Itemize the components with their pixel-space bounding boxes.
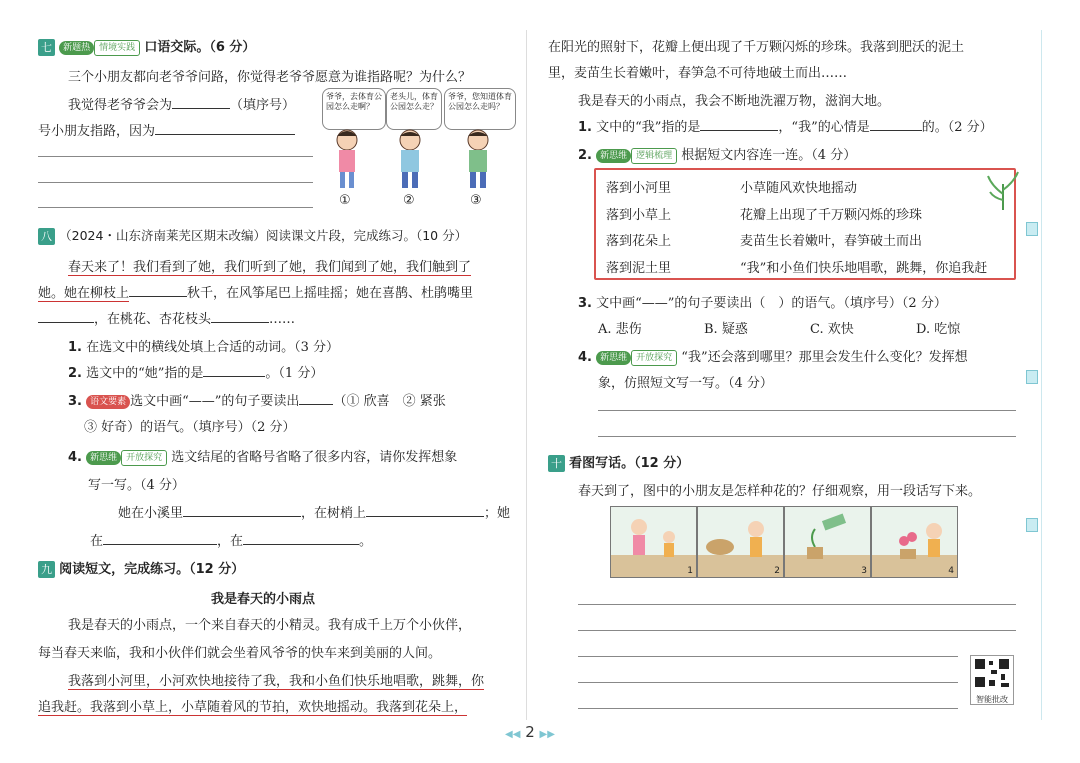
comic-frame-4 — [871, 506, 958, 578]
q10-title: 看图写话。（12 分） — [569, 456, 690, 471]
q7-ans1-tail: （填序号） — [230, 98, 296, 113]
q7-write-line-3[interactable] — [38, 207, 313, 208]
q8-blank-2[interactable] — [38, 310, 94, 323]
q9-para1b: 每当春天来临，我和小伙伴们就会坐着风爷爷的快车来到美丽的人间。 — [38, 646, 442, 661]
q9-sub1-c: 的。（2 分） — [921, 120, 993, 135]
q8-blank-3[interactable] — [211, 310, 269, 323]
q9-sub4-tag2: 开放探究 — [631, 350, 677, 366]
q7-blank-reason[interactable] — [155, 122, 295, 135]
q9-para2b — [38, 696, 467, 715]
figure-label-2: ② — [403, 193, 415, 208]
q8-fill-blank-3[interactable] — [103, 532, 217, 545]
q7-question: 三个小朋友都向老爷爷问路，你觉得老爷爷愿意为谁指路呢？为什么？ — [68, 70, 472, 85]
comic-frame-2 — [697, 506, 784, 578]
q9-sub2-num: 2. — [578, 148, 592, 163]
page-number: 2 — [525, 723, 535, 741]
q9-sub2-text: 根据短文内容连一连。（4 分） — [681, 148, 857, 163]
q9-para2-underlined: 我落到小河里，小河欢快地接待了我，我和小鱼们快乐地唱歌，跳舞，你 — [68, 674, 485, 689]
q7-tag-hot: 新题热 — [59, 41, 94, 55]
q8-sub4-text: 选文结尾的省略号省略了很多内容，请你发挥想象 — [171, 450, 458, 465]
q8-header — [38, 226, 467, 245]
q8-sub4-num: 4. — [68, 450, 82, 465]
q8-fill-line1 — [118, 502, 510, 521]
q10-write-line-5[interactable] — [578, 708, 958, 709]
q9-sub4 — [578, 346, 968, 366]
q8-sub2 — [68, 362, 323, 381]
next-page-icon: ▶▶ — [539, 729, 555, 740]
q9-sub3-option-d[interactable]: D. 吃惊 — [916, 322, 961, 337]
q9-para2c: 在阳光的照射下，花瓣上便出现了千万颗闪烁的珍珠。我落到肥沃的泥土 — [548, 40, 965, 55]
q8-fill2-a: 在 — [90, 534, 104, 549]
q7-tag-practice: 情境实践 — [94, 40, 140, 56]
match-left-item[interactable]: 落到花朵上 — [606, 234, 672, 249]
match-right-column — [740, 176, 987, 282]
q8-passage-line1 — [68, 256, 471, 275]
prev-page-icon: ◀◀ — [505, 729, 521, 740]
q8-sub1-num: 1. — [68, 340, 82, 355]
q9-para2 — [68, 670, 484, 689]
q7-ans2-lead: 号小朋友指路，因为 — [38, 124, 156, 139]
q9-sub4-line2: 象，仿照短文写一写。（4 分） — [598, 376, 773, 391]
q9-sub3-num: 3. — [578, 296, 592, 311]
q7-ans1-lead: 我觉得老爷爷会为 — [68, 98, 173, 113]
q9-sub1 — [578, 116, 993, 135]
qr-code[interactable] — [970, 655, 1014, 705]
q9-sub3-text: 文中画“——”的句子要读出（ ）的语气。（填序号）（2 分） — [596, 296, 947, 311]
q8-passage-line3 — [38, 308, 295, 327]
q9-sub1-num: 1. — [578, 120, 592, 135]
q10-write-line-3[interactable] — [578, 656, 958, 657]
frame-number: 2 — [774, 566, 780, 576]
q9-title: 阅读短文，完成练习。（12 分） — [59, 562, 245, 577]
frame-number: 3 — [861, 566, 867, 576]
q8-sub1 — [68, 336, 339, 355]
plant-icon — [986, 170, 1020, 212]
q8-sub1-text: 在选文中的横线处填上合适的动词。（3 分） — [86, 340, 340, 355]
figure-label-1: ① — [339, 193, 351, 208]
q8-fill-blank-2[interactable] — [366, 504, 484, 517]
page-fold — [526, 30, 527, 720]
q8-sub4-tag1: 新思维 — [86, 451, 121, 465]
q7-title: 口语交际。（6 分） — [144, 40, 256, 55]
q8-passage-2b: 秋千，在风筝尾巴上摇哇摇；她在喜鹊、杜鹃嘴里 — [187, 286, 474, 301]
match-right-item[interactable]: 小草随风欢快地摇动 — [740, 181, 858, 196]
q9-sub1-a: 文中的“我”指的是 — [596, 120, 701, 135]
q9-number: 九 — [38, 561, 55, 578]
q8-passage-2a: 她。她在柳枝上 — [38, 286, 130, 301]
qr-code-icon — [971, 656, 1013, 690]
frame-number: 4 — [948, 566, 954, 576]
q8-sub4-line2: 写一写。（4 分） — [88, 478, 185, 493]
q8-fill1-a: 她在小溪里 — [118, 506, 184, 521]
q9-sub3-option-a[interactable]: A. 悲伤 — [598, 322, 642, 337]
q8-fill1-b: ，在树梢上 — [301, 506, 367, 521]
q9-sub3-option-c[interactable]: C. 欢快 — [810, 322, 854, 337]
comic-frame-3 — [784, 506, 871, 578]
q8-fill2-b: ，在 — [217, 534, 244, 549]
q10-number: 十 — [548, 455, 565, 472]
q9-sub3-option-b[interactable]: B. 疑惑 — [704, 322, 748, 337]
child-boy-2-illustration — [390, 126, 430, 192]
match-left-item[interactable]: 落到小河里 — [606, 181, 672, 196]
q8-sub3-line2: ③ 好奇）的语气。（填序号）（2 分） — [84, 420, 296, 435]
q9-sub4-num: 4. — [578, 350, 592, 365]
q9-para3: 我是春天的小雨点，我会不断地洗濯万物，滋润大地。 — [578, 94, 891, 109]
q8-sub3-tag: 语文要素 — [86, 395, 130, 409]
match-left-item[interactable]: 落到小草上 — [606, 207, 672, 223]
q8-sub4-tag2: 开放探究 — [121, 450, 167, 466]
q7-number: 七 — [38, 39, 55, 56]
q8-sub3-num: 3. — [68, 394, 82, 409]
match-right-item[interactable]: 麦苗生长着嫩叶，春笋破土而出 — [740, 234, 923, 249]
q7-write-line-2[interactable] — [38, 182, 313, 183]
page-number-block — [490, 723, 570, 741]
frame-number: 1 — [687, 566, 693, 576]
q8-sub3-lead: 选文中画“——”的句子要读出 — [130, 394, 300, 409]
q8-passage-3a: ，在桃花、杏花枝头 — [94, 312, 212, 327]
q9-write-line-1[interactable] — [598, 410, 1016, 411]
q10-write-line-2[interactable] — [578, 630, 1016, 631]
q9-sub4-tag1: 新思维 — [596, 351, 631, 365]
q7-write-line-1[interactable] — [38, 156, 313, 157]
q8-number: 八 — [38, 228, 55, 245]
q9-sub2-tag1: 新思维 — [596, 149, 631, 163]
q9-sub1-blank2[interactable] — [870, 118, 922, 131]
q8-fill2-c: 。 — [359, 534, 373, 549]
q7-answer-line1 — [68, 94, 295, 113]
q8-blank-1[interactable] — [129, 284, 187, 297]
speech-bubble-1: 爷爷，去体育公园怎么走啊？ — [322, 88, 386, 130]
q8-fill1-c: ；她 — [484, 506, 511, 521]
q9-article-title: 我是春天的小雨点 — [210, 592, 315, 607]
q8-fill-line2 — [90, 530, 372, 549]
q8-title: （2024・山东济南莱芜区期末改编）阅读课文片段，完成练习。（10 分） — [59, 228, 468, 243]
q10-question: 春天到了，图中的小朋友是怎样种花的？仔细观察，用一段话写下来。 — [578, 484, 982, 499]
q10-write-line-4[interactable] — [578, 682, 958, 683]
qr-label: 智能批改 — [976, 695, 1008, 704]
q8-sub3-blank[interactable] — [299, 392, 333, 405]
match-left-item[interactable]: 落到泥土里 — [606, 260, 672, 276]
page-edge — [1041, 30, 1042, 720]
q8-sub2-tail: 。（1 分） — [265, 366, 324, 381]
q9-write-line-2[interactable] — [598, 436, 1016, 437]
child-girl-illustration — [322, 126, 372, 192]
match-left-column — [606, 176, 671, 282]
side-tab-3 — [1026, 518, 1038, 532]
speech-bubble-2: 老头儿，体育公园怎么走？ — [386, 88, 442, 130]
q7-answer-line2 — [38, 120, 295, 139]
figure-label-3: ③ — [470, 193, 482, 208]
side-tab-2 — [1026, 370, 1038, 384]
match-right-item[interactable]: 花瓣上出现了千万颗闪烁的珍珠 — [740, 207, 923, 223]
q8-sub4 — [68, 446, 457, 466]
side-tab-1 — [1026, 222, 1038, 236]
q9-header — [38, 558, 244, 578]
q8-passage-3b: …… — [269, 312, 296, 327]
q10-header — [548, 452, 689, 472]
q7-header — [38, 36, 255, 56]
q9-sub1-blank1[interactable] — [700, 118, 778, 131]
child-boy-3-illustration — [458, 126, 498, 192]
q9-sub2-tag2: 逻辑梳理 — [631, 148, 677, 164]
speech-bubble-3: 爷爷，您知道体育公园怎么走吗？ — [444, 88, 516, 130]
q8-sub3-options: （① 欣喜 ② 紧张 — [333, 394, 446, 409]
q8-sub3 — [68, 390, 446, 409]
q8-fill-blank-4[interactable] — [243, 532, 359, 545]
q7-blank-number[interactable] — [172, 96, 230, 109]
q8-sub2-blank[interactable] — [203, 364, 265, 377]
q9-sub1-b: ，“我”的心情是 — [778, 120, 870, 135]
q9-sub4-text: “我”还会落到哪里？那里会发生什么变化？发挥想 — [681, 350, 968, 365]
q9-para2d: 里，麦苗生长着嫩叶，春笋急不可待地破土而出…… — [548, 66, 848, 81]
comic-frame-1 — [610, 506, 697, 578]
match-right-item[interactable]: “我”和小鱼们快乐地唱歌，跳舞，你追我赶 — [740, 260, 988, 276]
q9-sub2 — [578, 144, 856, 164]
q8-passage-underlined: 春天来了！我们看到了她，我们听到了她，我们闻到了她，我们触到了 — [68, 260, 472, 275]
q9-para2b-underlined: 追我赶。我落到小草上，小草随着风的节拍，欢快地摇动。我落到花朵上， — [38, 700, 468, 715]
q8-sub2-num: 2. — [68, 366, 82, 381]
q8-fill-blank-1[interactable] — [183, 504, 301, 517]
q8-passage-line2 — [38, 282, 473, 301]
q9-sub3 — [578, 292, 947, 311]
q8-sub2-lead: 选文中的“她”指的是 — [86, 366, 204, 381]
q9-para1: 我是春天的小雨点，一个来自春天的小精灵。我有成千上万个小伙伴， — [68, 618, 472, 633]
q10-write-line-1[interactable] — [578, 604, 1016, 605]
